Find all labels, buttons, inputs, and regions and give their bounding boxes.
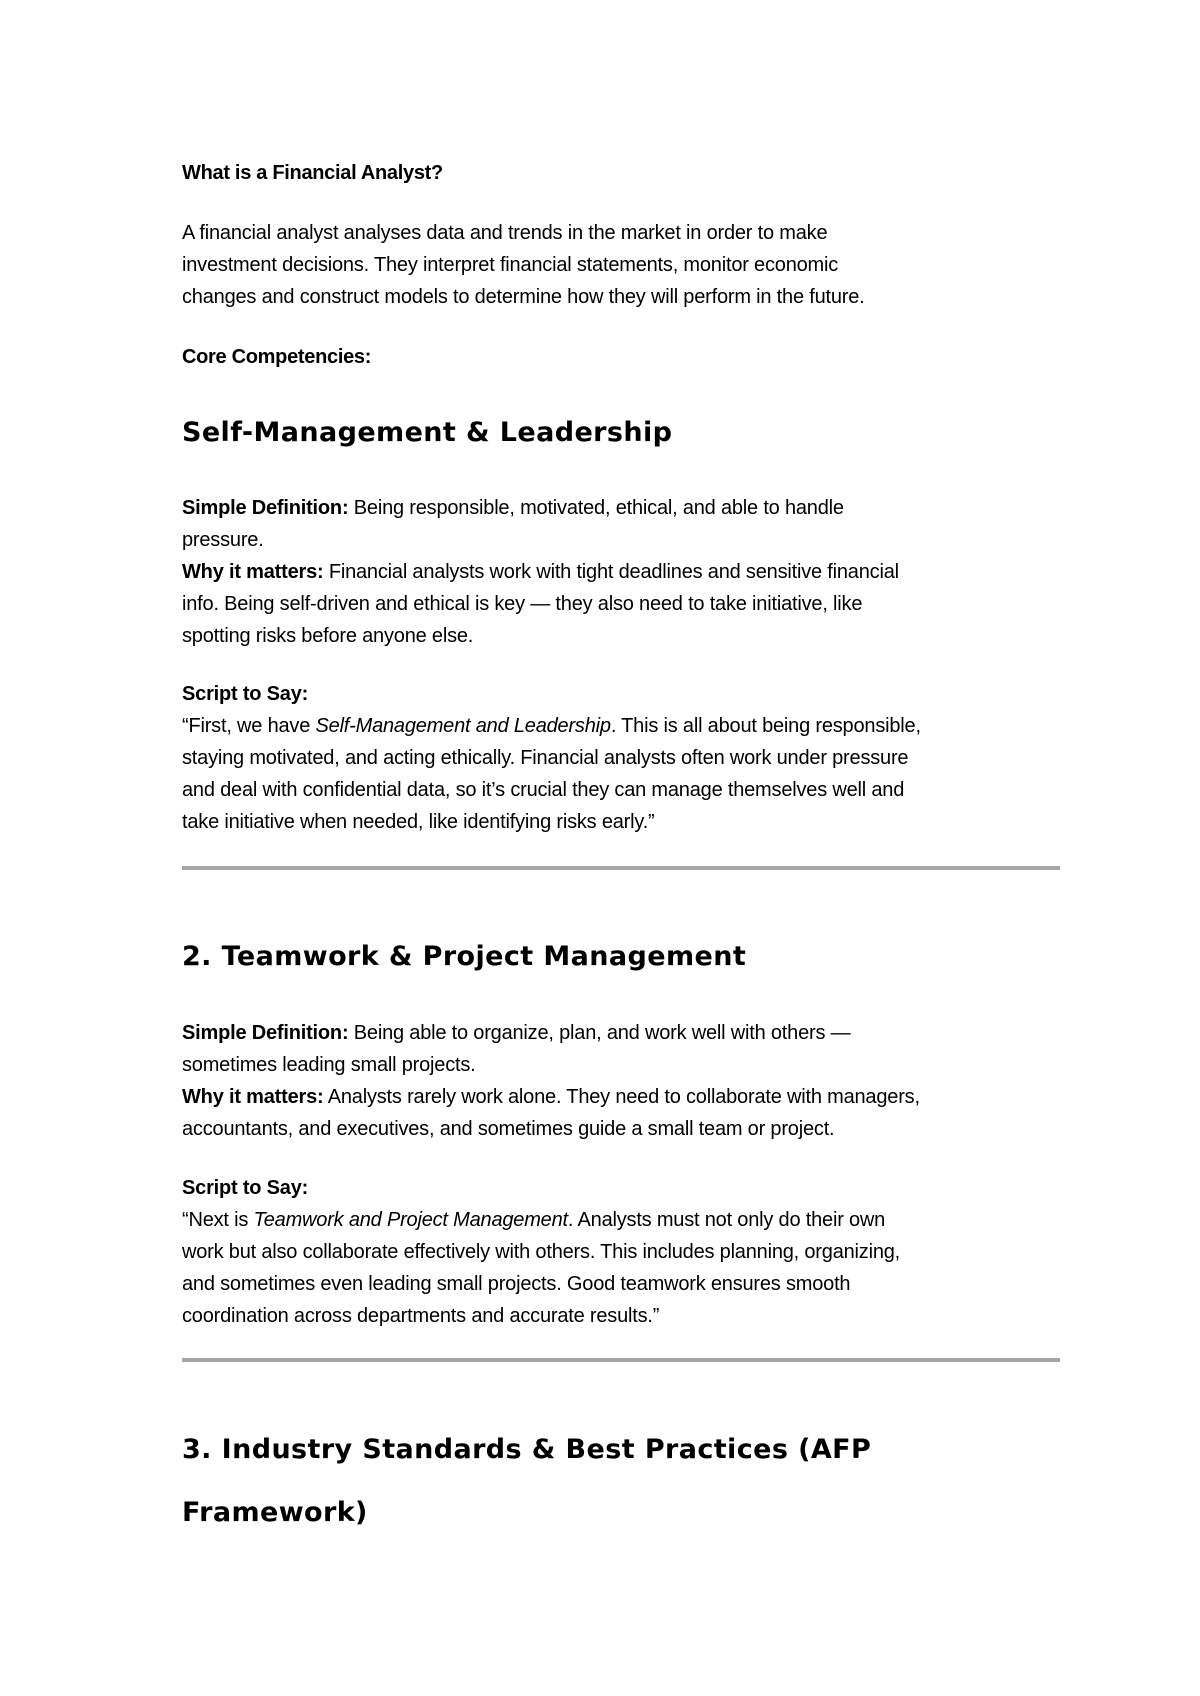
- script-label: Script to Say:: [182, 683, 309, 705]
- script-text: work but also collaborate effectively with others. This includes planning, organizing,: [182, 1241, 901, 1263]
- definition-text: pressure.: [182, 529, 264, 551]
- script-text: “First, we have: [182, 715, 316, 737]
- section-divider: [182, 1358, 1060, 1362]
- section-script: [182, 678, 1062, 838]
- why-label: Why it matters:: [182, 561, 324, 583]
- intro-line: A financial analyst analyses data and trends in the market in order to make: [182, 222, 828, 244]
- script-text: and deal with confidential data, so it’s crucial they can manage themselves well and: [182, 779, 905, 801]
- intro-line: investment decisions. They interpret financial statements, monitor economic: [182, 254, 839, 276]
- definition-text: Being able to organize, plan, and work well with others —: [348, 1022, 851, 1044]
- script-text: coordination across departments and accurate results.”: [182, 1305, 660, 1327]
- why-label: Why it matters:: [182, 1086, 324, 1108]
- script-text: “Next is: [182, 1209, 254, 1231]
- section-heading-line: Framework): [182, 1497, 368, 1528]
- script-text: . Analysts must not only do their own: [567, 1209, 886, 1231]
- definition-text: sometimes leading small projects.: [182, 1054, 476, 1076]
- section-divider: [182, 866, 1060, 870]
- definition-text: Being responsible, motivated, ethical, and able to handle: [348, 497, 844, 519]
- intro-paragraph: [182, 217, 1062, 313]
- why-text: accountants, and executives, and sometimes guide a small team or project.: [182, 1118, 835, 1140]
- definition-label: Simple Definition:: [182, 1022, 349, 1044]
- script-emphasis: Self-Management and Leadership: [315, 715, 611, 737]
- section-heading: Self-Management & Leadership: [182, 417, 673, 448]
- script-label: Script to Say:: [182, 1177, 309, 1199]
- section-heading: [182, 1418, 1062, 1544]
- why-text: Financial analysts work with tight deadlines and sensitive financial: [323, 561, 899, 583]
- section-definition: [182, 1017, 1062, 1145]
- why-text: spotting risks before anyone else.: [182, 625, 474, 647]
- section-heading-line: 3. Industry Standards & Best Practices (AFP: [182, 1434, 872, 1465]
- core-competencies-label: Core Competencies:: [182, 346, 372, 368]
- intro-title: What is a Financial Analyst?: [182, 162, 443, 184]
- intro-line: changes and construct models to determine how they will perform in the future.: [182, 286, 865, 308]
- section-definition: [182, 492, 1062, 652]
- script-emphasis: Teamwork and Project Management: [253, 1209, 568, 1231]
- definition-label: Simple Definition:: [182, 497, 349, 519]
- why-text: Analysts rarely work alone. They need to collaborate with managers,: [323, 1086, 920, 1108]
- script-text: staying motivated, and acting ethically. Financial analysts often work under pressure: [182, 747, 909, 769]
- section-script: [182, 1172, 1062, 1332]
- why-text: info. Being self-driven and ethical is key — they also need to take initiative, like: [182, 593, 863, 615]
- section-heading: 2. Teamwork & Project Management: [182, 941, 747, 972]
- script-text: and sometimes even leading small projects. Good teamwork ensures smooth: [182, 1273, 851, 1295]
- script-text: take initiative when needed, like identifying risks early.”: [182, 811, 655, 833]
- script-text: . This is all about being responsible,: [610, 715, 921, 737]
